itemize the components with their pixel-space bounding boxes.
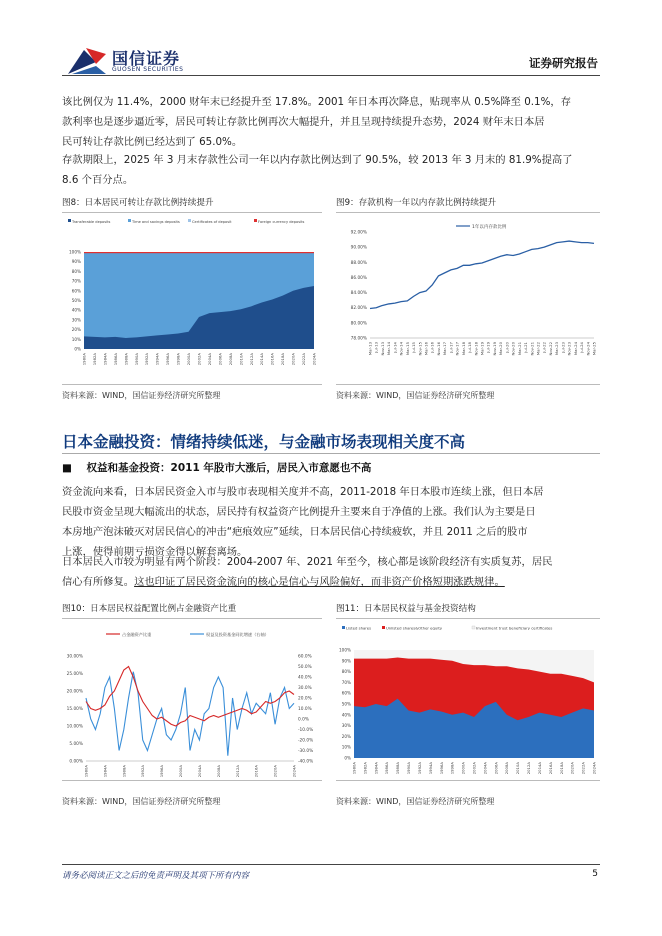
fig9-x-tick: Mar-13	[367, 342, 373, 356]
p2-line-2: 8.6 个百分点。	[62, 174, 134, 186]
fig10-x-tick: 1988A	[121, 765, 127, 778]
fig9-x-tick: Nov-21	[529, 342, 535, 356]
fig8-x-tick: 2012A	[248, 353, 254, 366]
fig9-x-tick: Mar-15	[404, 342, 410, 356]
fig9-x-tick: Mar-19	[479, 342, 485, 356]
fig11-x-tick: 2022A	[580, 762, 586, 775]
fig10-y-tick: 5.00%	[69, 742, 83, 747]
fig10-legend-label-2: 权益及投资基金同比增速（右轴）	[206, 632, 269, 637]
fig9-x-tick: Mar-21	[516, 342, 522, 356]
fig9-x-tick: Jul-22	[541, 342, 547, 353]
fig9-chart	[336, 214, 600, 382]
p1-line-2: 款利率也是逐步逼近零，居民可转让存款比例再次大幅提升，并且呈现持续提升态势，2024 财年末日本居	[62, 116, 545, 128]
fig8-chart	[62, 214, 322, 382]
fig10-x-tick: 2000A	[178, 765, 184, 778]
fig10-x-tick: 1980A	[83, 765, 89, 778]
fig9-y-tick: 84.00%	[350, 291, 367, 297]
fig8-legend-label: Time and savings deposits	[132, 220, 180, 224]
fig10-y2-tick: 40.0%	[298, 675, 312, 681]
fig11-legend-label: Investment trust beneficiary certificates	[476, 625, 553, 631]
fig10-title: 图10：日本居民权益配置比例占金融资产比重	[62, 604, 237, 614]
report-type: 证券研究报告	[529, 56, 598, 70]
fig10-source: 资料来源：WIND，国信证券经济研究所整理	[62, 797, 221, 806]
fig11-x-tick: 2018A	[558, 762, 564, 775]
fig8-y-tick: 20%	[71, 327, 81, 333]
fig10-y2-tick: 50.0%	[298, 665, 312, 670]
fig9-x-tick: Nov-16	[435, 342, 441, 356]
fig11-x-tick: 2014A	[536, 762, 542, 775]
fig9-x-tick: Jul-20	[504, 342, 510, 353]
fig9-x-tick: Mar-23	[554, 342, 560, 356]
fig8-y-tick: 40%	[71, 307, 81, 313]
fig8-legend-label: Certificates of deposit	[192, 220, 232, 224]
fig11-x-tick: 1986A	[384, 762, 390, 775]
logo-name-cn: 国信证券	[112, 49, 181, 68]
fig11-y-tick: 60%	[341, 690, 351, 696]
fig9-title-rule	[336, 212, 600, 213]
fig10-y2-tick: -20.0%	[298, 738, 314, 744]
header-divider	[62, 75, 600, 76]
fig9-x-tick: Nov-18	[473, 342, 479, 356]
fig8-x-tick: 1990A	[133, 353, 139, 366]
fig11-x-tick: 1992A	[416, 762, 422, 775]
fig11-y-tick: 90%	[341, 658, 351, 664]
fig11-x-tick: 1980A	[351, 762, 357, 775]
fig9-y-tick: 80.00%	[350, 321, 367, 327]
fig9-x-tick: Mar-17	[442, 342, 448, 356]
fig11-x-tick: 2000A	[460, 762, 466, 775]
fig9-bottom-rule	[336, 384, 600, 385]
bullet-square: ■	[62, 462, 72, 474]
fig8-title-rule	[62, 212, 322, 213]
fig10-y2-tick: -40.0%	[298, 759, 314, 765]
fig9-x-tick: Mar-18	[460, 342, 466, 356]
fig10-y-tick: 20.00%	[66, 689, 83, 695]
fig8-y-tick: 10%	[71, 336, 81, 342]
fig8-y-tick: 90%	[71, 259, 81, 265]
fig8-y-tick: 0%	[74, 346, 81, 352]
fig11-y-tick: 80%	[341, 669, 351, 675]
fig10-x-tick: 2024A	[291, 765, 297, 778]
p3-line-4: 上涨，使得前期亏损资金得以解套离场。	[62, 546, 248, 558]
fig9-x-tick: Jul-17	[448, 342, 454, 353]
fig11-x-tick: 2004A	[482, 762, 488, 775]
fig11-x-tick: 2010A	[515, 762, 521, 775]
page-number: 5	[592, 869, 598, 879]
fig11-chart	[336, 620, 600, 778]
fig10-title-rule	[62, 618, 322, 619]
fig11-x-tick: 2024A	[591, 762, 597, 775]
fig11-x-tick: 1996A	[438, 762, 444, 775]
fig9-y-tick: 86.00%	[350, 275, 367, 281]
fig11-x-tick: 2020A	[569, 762, 575, 775]
logo-name-en: GUOSEN SECURITIES	[112, 66, 184, 73]
fig11-x-tick: 2016A	[547, 762, 553, 775]
fig10-line-equity-share	[86, 667, 294, 727]
fig8-x-tick: 2010A	[238, 353, 244, 366]
fig11-y-tick: 10%	[341, 744, 351, 750]
fig9-legend-label: 1年以内存款比例	[472, 225, 507, 230]
fig8-x-tick: 1998A	[175, 353, 181, 366]
fig8-y-tick: 30%	[71, 317, 81, 323]
fig10-y-tick: 15.00%	[66, 707, 83, 712]
fig10-x-tick: 1992A	[140, 765, 146, 778]
fig10-y2-tick: 20.0%	[298, 696, 312, 702]
fig11-y-tick: 20%	[341, 733, 351, 739]
fig9-title: 图9：存款机构一年以内存款比例持续提升	[336, 198, 497, 208]
fig8-y-tick: 70%	[71, 278, 81, 284]
fig9-x-tick: Nov-22	[547, 342, 553, 356]
fig10-y2-tick: 10.0%	[298, 707, 312, 712]
fig11-y-tick: 50%	[341, 701, 351, 707]
fig8-x-tick: 1992A	[144, 353, 150, 366]
fig10-y-tick: 30.00%	[66, 654, 83, 660]
fig8-x-tick: 1980A	[81, 353, 87, 366]
p4-underlined-text: 这也印证了居民资金流向的核心是信心与风险偏好，而非资产价格短期涨跌规律。	[134, 576, 505, 588]
fig10-y-tick: 0.00%	[69, 759, 83, 765]
fig8-x-tick: 1996A	[165, 353, 171, 366]
fig8-x-tick: 2024A	[311, 353, 317, 366]
fig9-x-tick: Mar-25	[591, 342, 597, 356]
sub-title	[62, 460, 371, 475]
fig9-x-tick: Jul-23	[560, 342, 566, 353]
fig8-x-tick: 2002A	[196, 353, 202, 366]
fig11-legend-label: Listed shares	[346, 625, 372, 631]
fig11-x-tick: 2008A	[504, 762, 510, 775]
fig9-x-tick: Jul-18	[467, 342, 473, 353]
fig11-title-rule	[336, 618, 600, 619]
fig11-y-tick: 70%	[341, 679, 351, 685]
paragraph-3	[62, 482, 600, 562]
fig9-x-tick: Mar-22	[535, 342, 541, 356]
fig8-legend-swatch	[254, 219, 257, 222]
fig8-y-tick: 100%	[69, 249, 81, 255]
fig8-x-tick: 2018A	[280, 353, 286, 366]
fig9-x-tick: Jul-14	[392, 342, 398, 353]
fig8-x-tick: 2022A	[301, 353, 307, 366]
fig9-x-tick: Jul-21	[523, 342, 529, 353]
p1-line-3: 民可转让存款比例已经达到了 65.0%。	[62, 136, 243, 148]
fig10-x-tick: 2004A	[196, 765, 202, 778]
fig8-title: 图8：日本居民可转让存款比例持续提升	[62, 198, 214, 208]
fig8-legend-label: Transferable deposits	[72, 220, 111, 224]
fig11-x-tick: 1988A	[395, 762, 401, 775]
fig9-y-tick: 88.00%	[350, 260, 367, 266]
fig8-area-foreign-currency	[84, 252, 314, 253]
fig11-x-tick: 1982A	[362, 762, 368, 775]
fig8-x-tick: 2016A	[269, 353, 275, 366]
fig9-x-tick: Nov-15	[417, 342, 423, 356]
p4-line-2	[62, 572, 600, 592]
fig11-y-tick: 40%	[341, 712, 351, 718]
fig9-x-tick: Nov-14	[398, 342, 404, 356]
fig9-x-tick: Jul-15	[411, 342, 417, 353]
fig11-y-tick: 0%	[344, 755, 351, 761]
fig8-legend-swatch	[188, 219, 191, 222]
fig8-source: 资料来源：WIND，国信证券经济研究所整理	[62, 391, 221, 400]
fig10-x-tick: 1984A	[102, 765, 108, 778]
fig8-x-tick: 2006A	[217, 353, 223, 366]
fig8-legend-label: Foreign currency deposits	[258, 220, 305, 224]
p1-line-1: 该比例仅为 11.4%，2000 财年末已经提升至 17.8%。2001 年日本再次降息，贴现率从 0.5%降至 0.1%，存	[62, 96, 571, 108]
fig9-x-tick: Jul-19	[485, 342, 491, 353]
fig8-x-tick: 2020A	[290, 353, 296, 366]
fig8-x-tick: 2014A	[259, 353, 265, 366]
section-divider	[62, 453, 600, 454]
fig9-x-tick: Jul-16	[429, 342, 435, 353]
paragraph-2	[62, 150, 600, 190]
fig9-x-tick: Mar-24	[572, 342, 578, 356]
p4-line-1: 日本居民入市较为明显有两个阶段：2004-2007 年、2021 年至今，核心都是该阶段经济有实质复苏，居民	[62, 556, 553, 568]
footer-divider	[62, 864, 600, 865]
fig11-x-tick: 1998A	[449, 762, 455, 775]
fig9-source: 资料来源：WIND，国信证券经济研究所整理	[336, 391, 495, 400]
fig11-title: 图11：日本居民权益与基金投资结构	[336, 604, 476, 614]
fig11-x-tick: 2012A	[526, 762, 532, 775]
fig8-x-tick: 1982A	[91, 353, 97, 366]
fig11-legend-swatch	[342, 626, 345, 629]
fig10-y2-tick: -10.0%	[298, 728, 314, 733]
fig9-x-tick: Nov-24	[585, 342, 591, 356]
fig8-x-tick: 1988A	[123, 353, 129, 366]
footer-disclaimer: 请务必阅读正文之后的免责声明及其项下所有内容	[62, 871, 250, 881]
fig8-x-tick: 2000A	[186, 353, 192, 366]
fig9-y-tick: 82.00%	[350, 306, 367, 312]
fig10-bottom-rule	[62, 780, 322, 781]
fig11-x-tick: 1990A	[406, 762, 412, 775]
fig11-legend-swatch	[382, 626, 385, 629]
fig8-x-tick: 1984A	[102, 353, 108, 366]
fig10-y-tick: 10.00%	[66, 724, 83, 730]
fig10-x-tick: 2008A	[215, 765, 221, 778]
fig11-x-tick: 1994A	[427, 762, 433, 775]
paragraph-4	[62, 552, 600, 592]
fig8-legend-swatch	[68, 219, 71, 222]
fig9-x-tick: Nov-19	[491, 342, 497, 356]
fig8-x-tick: 1986A	[112, 353, 118, 366]
p4-line-2-text: 信心有所修复。	[62, 576, 135, 588]
fig8-y-tick: 60%	[71, 288, 81, 294]
fig8-x-tick: 2008A	[227, 353, 233, 366]
fig8-y-tick: 80%	[71, 268, 81, 274]
p3-line-3: 本房地产泡沫破灭对居民信心的冲击“疤痕效应”延续，日本居民信心持续疲软，并且 2011 之后的股市	[62, 526, 528, 538]
fig9-x-tick: Nov-13	[379, 342, 385, 356]
fig10-x-tick: 2012A	[234, 765, 240, 778]
fig9-y-tick: 78.00%	[350, 336, 367, 342]
fig10-x-tick: 1996A	[159, 765, 165, 778]
section-title: 日本金融投资：情绪持续低迷，与金融市场表现相关度不高	[62, 433, 466, 451]
fig8-legend-swatch	[128, 219, 131, 222]
fig9-x-tick: Jul-24	[579, 342, 585, 353]
fig10-y2-tick: 0.0%	[298, 717, 309, 723]
fig9-y-tick: 92.00%	[350, 230, 367, 236]
fig11-y-tick: 30%	[341, 723, 351, 729]
fig11-y-tick: 100%	[339, 647, 351, 653]
fig11-x-tick: 2002A	[471, 762, 477, 775]
sub-title-text: 权益和基金投资：2011 年股市大涨后，居民入市意愿也不高	[86, 462, 372, 474]
fig10-x-tick: 2016A	[253, 765, 259, 778]
fig11-bottom-rule	[336, 780, 600, 781]
fig9-x-tick: Nov-17	[454, 342, 460, 356]
p3-line-2: 民股市资金呈现大幅流出的状态，居民持有权益资产比例提升主要来自于净值的上涨。我们认为主要是日	[62, 506, 536, 518]
fig9-x-tick: Mar-14	[386, 342, 392, 356]
fig10-y-tick: 25.00%	[66, 672, 83, 677]
fig8-bottom-rule	[62, 384, 322, 385]
fig10-y2-tick: 60.0%	[298, 654, 312, 660]
fig9-x-tick: Nov-20	[510, 342, 516, 356]
p2-line-1: 存款期限上，2025 年 3 月末存款性公司一年以内存款比例达到了 90.5%，较 2013 年 3 月末的 81.9%提高了	[62, 154, 573, 166]
fig9-y-tick: 90.00%	[350, 245, 367, 251]
fig11-x-tick: 2006A	[493, 762, 499, 775]
fig11-legend-label: Unlisted shares&Other equity	[386, 625, 443, 631]
fig10-chart	[62, 620, 322, 778]
fig8-x-tick: 1994A	[154, 353, 160, 366]
fig10-y2-tick: 30.0%	[298, 686, 312, 691]
fig10-legend-label-1: 占金融资产比重	[122, 632, 152, 637]
fig8-y-tick: 50%	[71, 298, 81, 303]
fig11-x-tick: 1984A	[373, 762, 379, 775]
fig9-x-tick: Nov-23	[566, 342, 572, 356]
p3-line-1: 资金流向来看，日本居民资金入市与股市表现相关度并不高，2011-2018 年日本股市连续上涨，但日本居	[62, 486, 544, 498]
fig9-x-tick: Mar-16	[423, 342, 429, 356]
fig8-x-tick: 2004A	[206, 353, 212, 366]
fig9-line-series	[370, 241, 594, 308]
fig9-x-tick: Mar-20	[498, 342, 504, 356]
fig11-source: 资料来源：WIND，国信证券经济研究所整理	[336, 797, 495, 806]
fig10-x-tick: 2020A	[272, 765, 278, 778]
paragraph-1	[62, 92, 600, 152]
fig9-x-tick: Jul-13	[373, 342, 379, 353]
fig10-y2-tick: -30.0%	[298, 749, 314, 754]
fig11-legend-swatch	[472, 626, 475, 629]
